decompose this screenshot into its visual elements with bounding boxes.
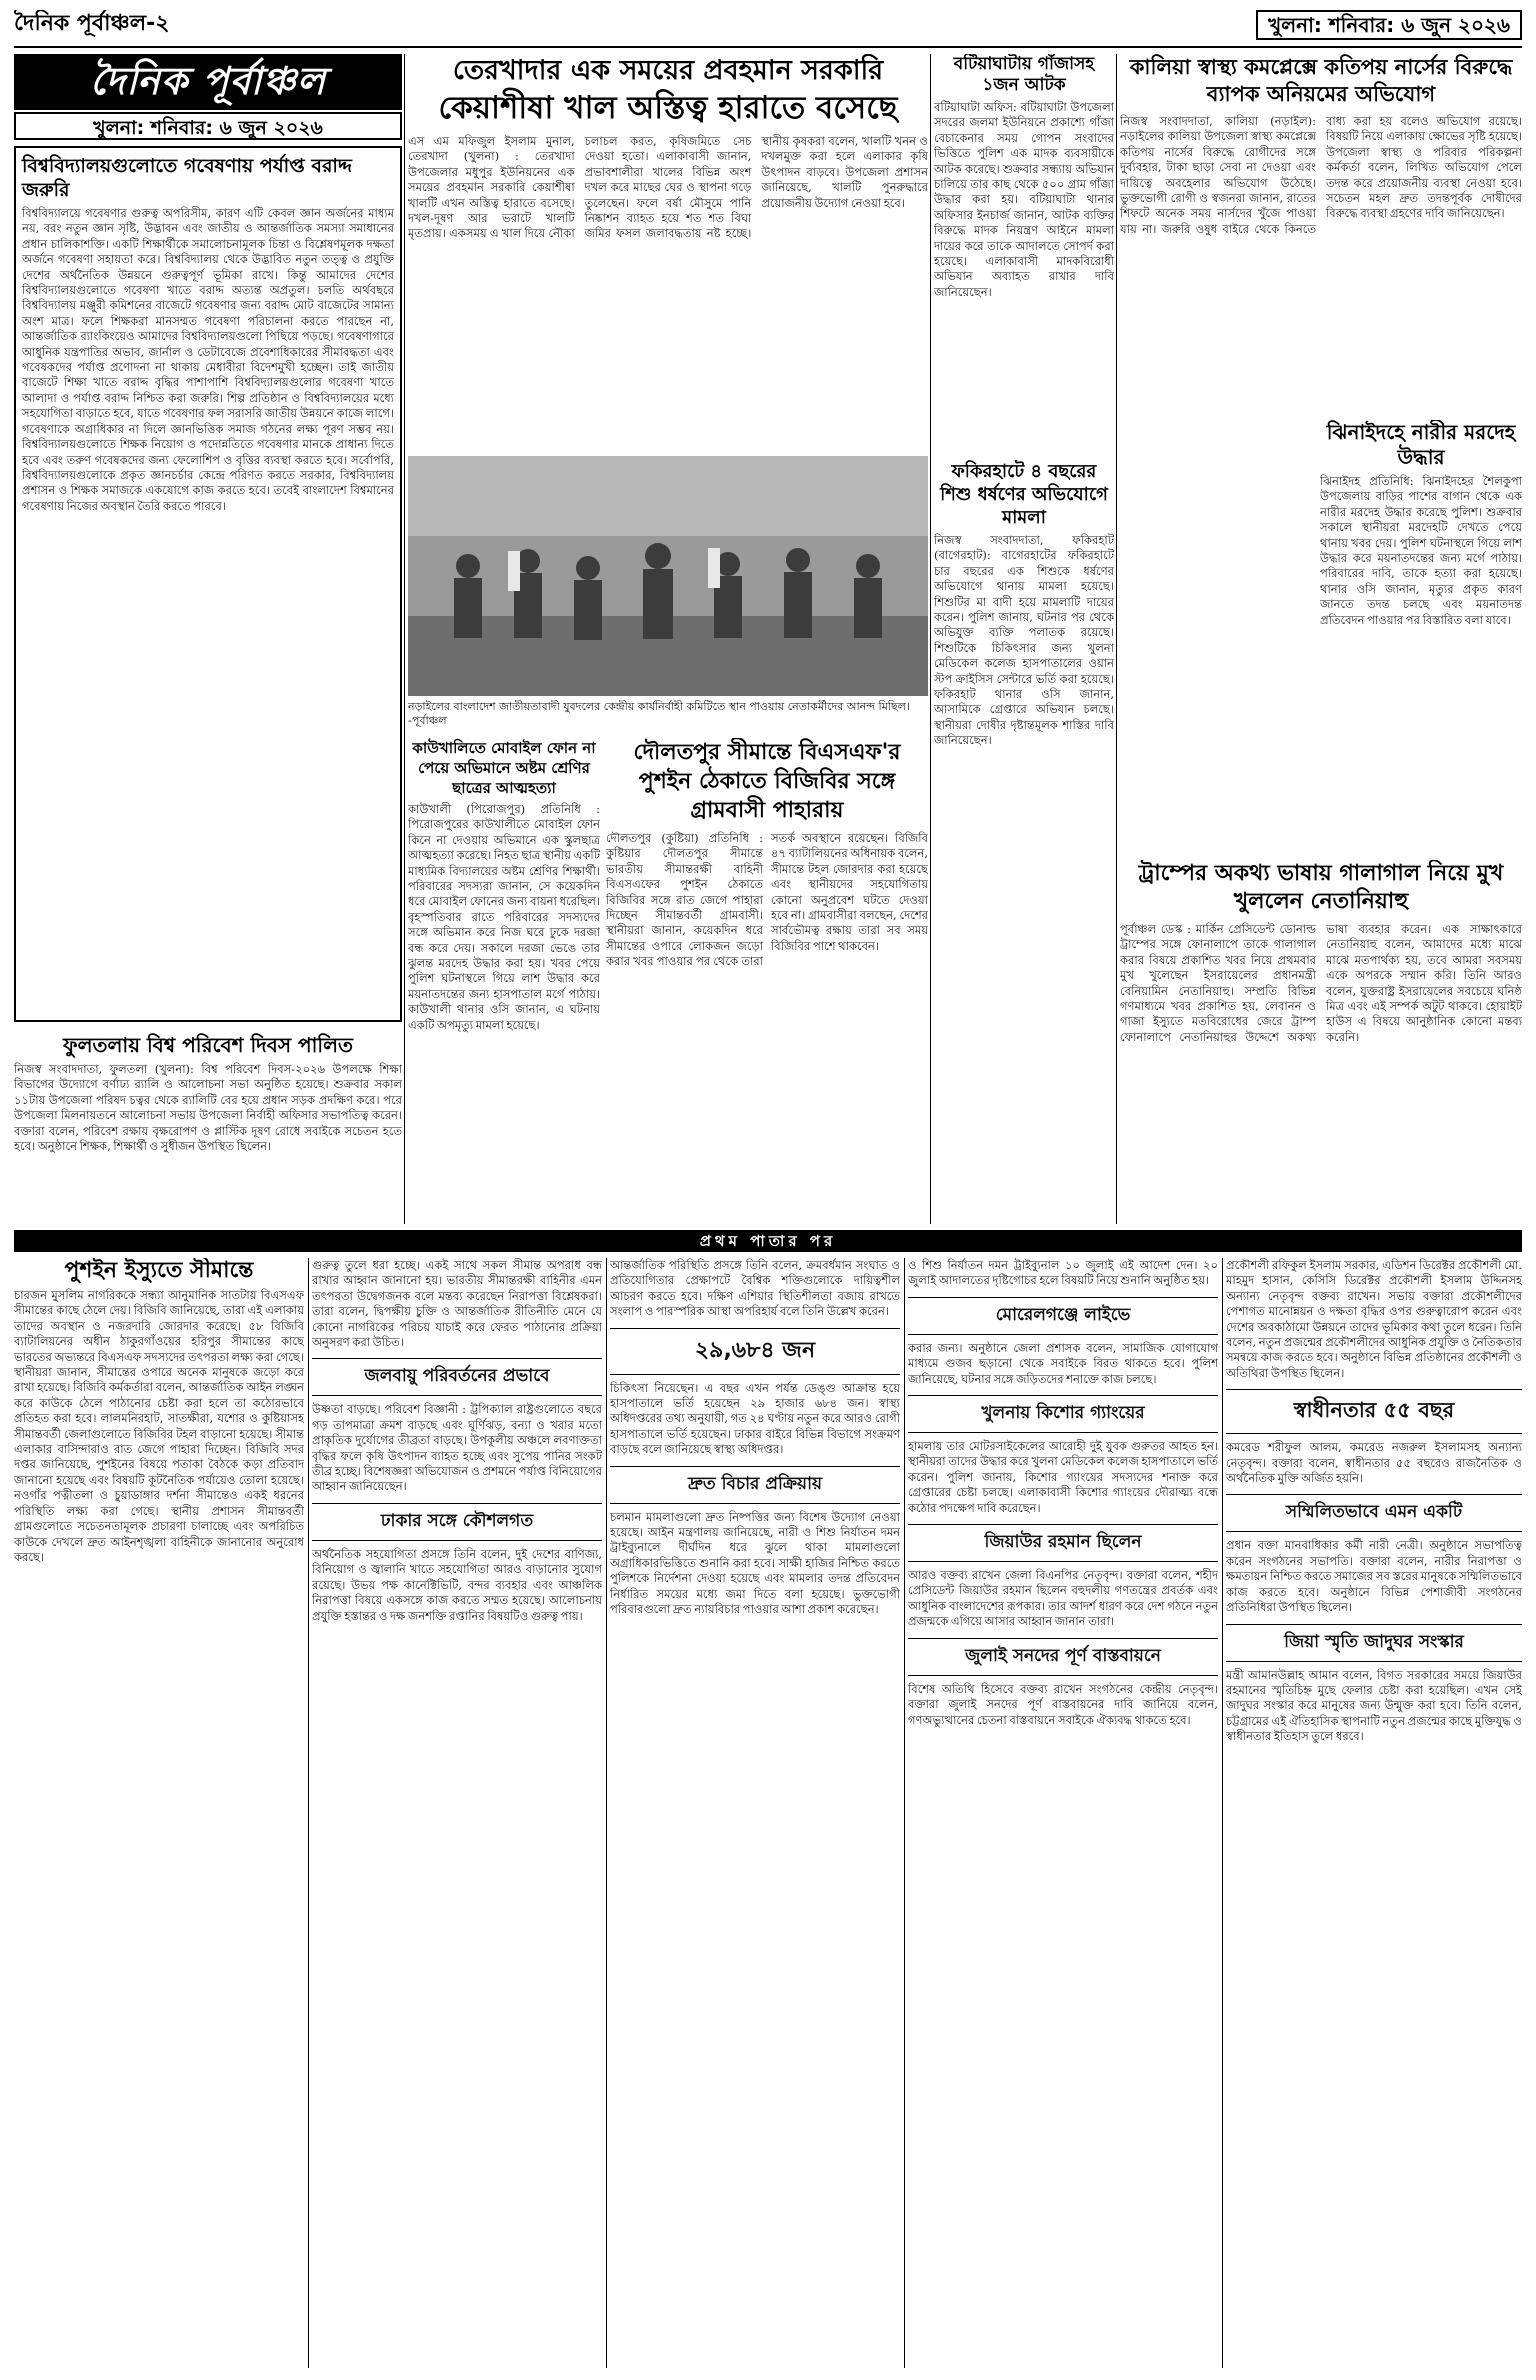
col4-articles [908, 1258, 1218, 2368]
dengue-body: চিকিৎসা নিয়েছেন। এ বছর এখন পর্যন্ত ডেঙ্গু আক্রান্ত হয়ে হাসপাতালে ভর্তি হয়েছেন ২৯ হাজার ৬৮৪ জন। স্বাস্থ্য অধিদপ্তরের তথ্য অনুযায়ী, গত ২৪ ঘণ্টায় নতুন করে আরও রোগী হাসপাতালে ভর্তি হয়েছেন। ঢাকার বাইরে বিভিন্ন বিভাগে সংক্রমণ বাড়ছে বলে জানিয়েছে স্বাস্থ্য অধিদপ্তর। [610, 1380, 900, 1457]
kaliya-body: নিজস্ব সংবাদদাতা, কালিয়া (নড়াইল): নড়াইলের কালিয়া উপজেলা স্বাস্থ্য কমপ্লেক্সে কতিপয় নার্সের বিরুদ্ধে রোগীদের সঙ্গে দুর্ব্যবহার, টাকা ছাড়া সেবা না দেওয়া এবং দায়িত্বে অবহেলার অভিযোগ উঠেছে। ভুক্তভোগী রোগী ও স্বজনরা জানান, রাতের শিফটে অনেক সময় নার্সদের খুঁজে পাওয়া যায় না। জরুরি ওষুধ বাইরে থেকে কিনতে বাধ্য করা হয় বলেও অভিযোগ রয়েছে। বিষয়টি নিয়ে এলাকায় ক্ষোভের সৃষ্টি হয়েছে। উপজেলা স্বাস্থ্য ও পরিবার পরিকল্পনা কর্মকর্তা বলেন, লিখিত অভিযোগ পেলে তদন্ত করে প্রয়োজনীয় ব্যবস্থা নেওয়া হবে। সচেতন মহল দ্রুত তদন্তপূর্বক দোষীদের বিরুদ্ধে ব্যবস্থা গ্রহণের দাবি জানিয়েছেন। [1120, 114, 1522, 236]
jointly-subhead: সম্মিলিতভাবে এমন একটি [1226, 1494, 1522, 1532]
paper-name-label: দৈনিক পূর্বাঞ্চল-২ [14, 11, 170, 36]
border-body: দৌলতপুর (কুষ্টিয়া) প্রতিনিধি : কুষ্টিয়ার দৌলতপুর সীমান্তে ভারতীয় সীমান্তরক্ষী বাহিনী বিএসএফের পুশইন ঠেকাতে বিজিবির সঙ্গে রাত জেগে পাহারা দিচ্ছেন সীমান্তবর্তী গ্রামবাসী। স্থানীয়রা জানান, কয়েকদিন ধরে সীমান্তের ওপারে লোকজন জড়ো করার খবর পাওয়ার পর থেকে তারা সতর্ক অবস্থানে রয়েছেন। বিজিবি ৪৭ ব্যাটালিয়নের অধিনায়ক বলেন, সীমান্তে টহল জোরদার করা হয়েছে এবং স্থানীয়দের সহযোগিতায় কোনো অনুপ্রবেশ ঘটতে দেওয়া হবে না। গ্রামবাসীরা বলছেন, দেশের সার্বভৌমত্ব রক্ষায় তারা সব সময় বিজিবির পাশে থাকবেন। [606, 831, 928, 969]
col3-articles [610, 1258, 900, 2368]
col5-articles [1226, 1258, 1522, 2368]
dhaka-body: অর্থনৈতিক সহযোগিতা প্রসঙ্গে তিনি বলেন, দুই দেশের বাণিজ্য, বিনিয়োগ ও জ্বালানি খাতে সহযোগিতা আরও বাড়ানোর সুযোগ রয়েছে। উভয় পক্ষ কানেক্টিভিটি, বন্দর ব্যবহার এবং আঞ্চলিক নিরাপত্তা বিষয়ে একসঙ্গে কাজ করতে সম্মত হয়েছে। আলোচনায় প্রযুক্তি হস্তান্তর ও দক্ষ জনশক্তি রপ্তানির বিষয়টিও গুরুত্ব পায়। [312, 1546, 602, 1623]
museum-subhead: জিয়া স্মৃতি জাদুঘর সংস্কার [1226, 1624, 1522, 1662]
trump-article [1120, 860, 1522, 1224]
gang-body: হামলায় তার মোটরসাইকেলের আরোহী দুই যুবক গুরুতর আহত হন। স্থানীয়রা তাদের উদ্ধার করে খুলনা মেডিকেল কলেজ হাসপাতালে ভর্তি করেন। পুলিশ জানায়, কিশোর গ্যাংয়ের সদস্যদের শনাক্ত করে গ্রেপ্তারের চেষ্টা চলছে। এলাকাবাসী কিশোর গ্যাংয়ের দৌরাত্ম্য বন্ধে কঠোর পদক্ষেপ দাবি করেছেন। [908, 1439, 1218, 1515]
continued-banner [14, 1230, 1522, 1252]
env-day-headline: ফুলতলায় বিশ্ব পরিবেশ দিবস পালিত [62, 1033, 353, 1057]
trump-body: পূর্বাঞ্চল ডেস্ক : মার্কিন প্রেসিডেন্ট ডোনাল্ড ট্রাম্পের সঙ্গে ফোনালাপে তাকে গালাগাল করার বিষয়ে প্রকাশিত খবর নিয়ে প্রথমবার মুখ খুলেছেন ইসরায়েলের প্রধানমন্ত্রী বেনিয়ামিন নেতানিয়াহু। সম্প্রতি বিভিন্ন গণমাধ্যমে খবর প্রকাশিত হয়, লেবানন ও গাজা ইস্যুতে মতবিরোধের জেরে ট্রাম্প ফোনালাপে নেতানিয়াহুর উদ্দেশে অকথ্য ভাষা ব্যবহার করেন। এক সাক্ষাৎকারে নেতানিয়াহু বলেন, আমাদের মধ্যে মাঝে মাঝে মতপার্থক্য হয়, তবে আমরা সবসময় একে অপরকে সম্মান করি। তিনি আরও বলেন, যুক্তরাষ্ট্র ইসরায়েলের সবচেয়ে ঘনিষ্ঠ মিত্র এবং এই সম্পর্ক অটুট থাকবে। হোয়াইট হাউস এ বিষয়ে আনুষ্ঠানিক কোনো মন্তব্য করেনি। [1120, 922, 1522, 1044]
jhenaidah-headline: ঝিনাইদহে নারীর মরদেহ উদ্ধার [1326, 420, 1516, 469]
jhenaidah-article [1320, 420, 1522, 840]
env-day-body: নিজস্ব সংবাদদাতা, ফুলতলা (খুলনা): বিশ্ব পরিবেশ দিবস-২০২৬ উপলক্ষে শিক্ষা বিভাগের উদ্যোগে বর্ণাঢ্য র‍্যালি ও আলোচনা সভা অনুষ্ঠিত হয়েছে। শুক্রবার সকাল ১১টায় উপজেলা পরিষদ চত্বর থেকে র‍্যালিটি বের হয়ে প্রধান সড়ক প্রদক্ষিণ করে। পরে উপজেলা মিলনায়তনে আলোচনা সভায় উপজেলা নির্বাহী অফিসার সভাপতিত্ব করেন। বক্তারা বলেন, পরিবেশ রক্ষায় বৃক্ষরোপণ ও প্লাস্টিক দূষণ রোধে সবাইকে সচেতন হতে হবে। অনুষ্ঠানে শিক্ষক, শিক্ষার্থী ও সুধীজন উপস্থিত ছিলেন। [14, 1062, 402, 1154]
museum-body: মন্ত্রী আমানউল্লাহ আমান বলেন, বিগত সরকারের সময়ে জিয়াউর রহমানের স্মৃতিচিহ্ন মুছে ফেলার চেষ্টা করা হয়েছিল। এখন সেই জাদুঘর সংস্কার করে মানুষের জন্য উন্মুক্ত করা হবে। তিনি বলেন, চট্টগ্রামের এই ঐতিহাসিক স্থাপনাটি নতুন প্রজন্মের কাছে মুক্তিযুদ্ধ ও স্বাধীনতার ইতিহাস তুলে ধরবে। [1226, 1667, 1522, 1744]
logo-text: দৈনিক পূর্বাঞ্চল [89, 59, 327, 103]
kaliya-headline: কালিয়া স্বাস্থ্য কমপ্লেক্সে কতিপয় নার্সের বিরুদ্ধে ব্যাপক অনিয়মের অভিযোগ [1129, 55, 1513, 106]
trump-headline: ট্রাম্পের অকথ্য ভাষায় গালাগাল নিয়ে মুখ খুললেন নেতানিয়াহু [1138, 861, 1504, 914]
mobile-body: কাউখালী (পিরোজপুর) প্রতিনিধি : পিরোজপুরের কাউখালীতে মোবাইল ফোন কিনে না দেওয়ায় অভিমানে এক স্কুলছাত্র আত্মহত্যা করেছে। নিহত ছাত্র স্থানীয় একটি মাধ্যমিক বিদ্যালয়ের অষ্টম শ্রেণির শিক্ষার্থী। পরিবারের সদস্যরা জানান, সে কয়েকদিন ধরে মোবাইল ফোনের জন্য বায়না ধরেছিল। বৃহস্পতিবার রাতে পরিবারের সদস্যদের সঙ্গে অভিমান করে নিজ ঘরে ঢুকে দরজা বন্ধ করে দেয়। সকালে দরজা ভেঙে তার ঝুলন্ত মরদেহ উদ্ধার করা হয়। খবর পেয়ে পুলিশ ঘটনাস্থলে গিয়ে লাশ উদ্ধার করে ময়নাতদন্তের জন্য হাসপাতাল মর্গে পাঠায়। কাউখালী থানার ওসি জানান, এ ঘটনায় একটি অপমৃত্যু মামলা হয়েছে। [408, 802, 600, 1032]
fakirhat-headline: ফকিরহাটে ৪ বছরের শিশু ধর্ষণের অভিযোগে মামলা [940, 461, 1108, 528]
independence-subhead: স্বাধীনতার ৫৫ বছর [1226, 1389, 1522, 1434]
morrelganj-subhead: মোরেলগঞ্জে লাইভে [908, 1297, 1218, 1335]
dhaka-subhead: ঢাকার সঙ্গে কৌশলগত [312, 1503, 602, 1541]
education-article [14, 146, 402, 1022]
lead-headline-line2: কেয়াশীষা খাল অস্তিত্ব হারাতে বসেছে [438, 90, 898, 126]
education-headline: বিশ্ববিদ্যালয়গুলোতে গবেষণায় পর্যাপ্ত বরাদ্দ জরুরি [22, 155, 352, 201]
education-body: বিশ্ববিদ্যালয়ে গবেষণার গুরুত্ব অপরিসীম, কারণ এটি কেবল জ্ঞান অর্জনের মাধ্যম নয়, বরং নতুন জ্ঞান সৃষ্টি, উদ্ভাবন এবং জাতীয় ও আন্তর্জাতিক সমস্যা সমাধানের প্রধান চালিকাশক্তি। একটি শিক্ষার্থীকে সমালোচনামূলক চিন্তা ও বিশ্লেষণমূলক দক্ষতা অর্জনে গবেষণা সহায়তা করে। বিশ্ববিদ্যালয় থেকে উদ্ভাবিত নতুন তত্ত্ব ও প্রযুক্তি দেশের অর্থনৈতিক উন্নয়নে গুরুত্বপূর্ণ ভূমিকা রাখে। কিন্তু আমাদের দেশের বিশ্ববিদ্যালয়গুলোতে গবেষণা খাতে বরাদ্দ অত্যন্ত অপ্রতুল। চলতি অর্থবছরে বিশ্ববিদ্যালয় মঞ্জুরী কমিশনের বাজেটে গবেষণার জন্য বরাদ্দ মোট বাজেটের সামান্য অংশ মাত্র। ফলে শিক্ষকরা মানসম্মত গবেষণা পরিচালনা করতে পারছেন না, আন্তর্জাতিক র‍্যাংকিংয়েও আমাদের বিশ্ববিদ্যালয়গুলো পিছিয়ে পড়ছে। গবেষণাগারে আধুনিক যন্ত্রপাতির অভাব, জার্নাল ও ডেটাবেজে প্রবেশাধিকারের সীমাবদ্ধতা এবং গবেষকদের পর্যাপ্ত প্রণোদনা না থাকায় মেধাবীরা বিদেশমুখী হচ্ছেন। তাই জাতীয় বাজেটে শিক্ষা খাতে বরাদ্দ বৃদ্ধির পাশাপাশি বিশ্ববিদ্যালয়গুলোর গবেষণা খাতে আলাদা ও পর্যাপ্ত বরাদ্দ নিশ্চিত করা জরুরি। শিল্প প্রতিষ্ঠান ও বিশ্ববিদ্যালয়ের মধ্যে সহযোগিতা বাড়াতে হবে, যাতে গবেষণার ফল সরাসরি জাতীয় উন্নয়নে কাজে লাগে। গবেষণাকে অগ্রাধিকার না দিলে জ্ঞানভিত্তিক সমাজ গঠনের লক্ষ্য পূরণ সম্ভব নয়। বিশ্ববিদ্যালয়গুলোতে শিক্ষক নিয়োগ ও পদোন্নতিতে গবেষণার মানকে প্রাধান্য দিতে হবে এবং তরুণ গবেষকদের জন্য ফেলোশিপ ও বৃত্তির ব্যবস্থা করতে হবে। সর্বোপরি, বিশ্ববিদ্যালয়গুলোকে প্রকৃত জ্ঞানচর্চার কেন্দ্রে পরিণত করতে সরকার, বিশ্ববিদ্যালয় প্রশাসন ও শিক্ষক সমাজকে একযোগে কাজ করতে হবে। তবেই বাংলাদেশ বিশ্বমানের গবেষণায় নিজের অবস্থান তৈরি করতে পারবে। [22, 206, 394, 513]
col2-articles [312, 1258, 602, 2368]
fakirhat-body: নিজস্ব সংবাদদাতা, ফকিরহাট (বাগেরহাট): বাগেরহাটের ফকিরহাটে চার বছরের এক শিশুকে ধর্ষণের অভিযোগে থানায় মামলা হয়েছে। শিশুটির মা বাদী হয়ে মামলাটি দায়ের করেন। পুলিশ জানায়, ঘটনার পর থেকে অভিযুক্ত ব্যক্তি পলাতক রয়েছে। শিশুটিকে চিকিৎসার জন্য খুলনা মেডিকেল কলেজ হাসপাতালের ওয়ান স্টপ ক্রাইসিস সেন্টারে ভর্তি করা হয়েছে। ফকিরহাট থানার ওসি জানান, আসামিকে গ্রেপ্তারে অভিযান চলছে। স্থানীয়রা দোষীর দৃষ্টান্তমূলক শাস্তির দাবি জানিয়েছেন। [934, 533, 1114, 748]
pushin-body: চারজন মুসলিম নাগরিককে সন্ধ্যা আনুমানিক সাতটায় বিএসএফ সীমান্তের কাছে ঠেলে দেয়। বিজিবি জানিয়েছে, তারা এই এলাকায় তাদের অবস্থান ও নজরদারি জোরদার করেছে। ৫৮ বিজিবি ব্যাটালিয়নের অধীন ঠাকুরগাঁওয়ের হরিপুর সীমান্তের কাছে ভারতের অভ্যন্তরে বিএসএফ সদস্যদের তৎপরতা লক্ষ্য করা গেছে। স্থানীয়রা জানান, সীমান্তের ওপারে অনেক মানুষকে জড়ো করে রাখা হয়েছে। বিজিবি কর্মকর্তারা বলেন, আন্তর্জাতিক আইন লঙ্ঘন করে কাউকে ঠেলে পাঠানোর চেষ্টা করা হলে তা কঠোরভাবে প্রতিহত করা হবে। লালমনিরহাট, সাতক্ষীরা, যশোর ও কুষ্টিয়াসহ সীমান্তবর্তী জেলাগুলোতে বিজিবির টহল বাড়ানো হয়েছে। সীমান্ত এলাকার বাসিন্দারাও রাত জেগে পাহারা দিচ্ছেন। বিজিবি সদর দপ্তর জানিয়েছে, পুশইনের বিষয়ে পতাকা বৈঠকে কড়া প্রতিবাদ জানানো হয়েছে এবং বিষয়টি কূটনৈতিক পর্যায়েও তোলা হয়েছে। নওগাঁর পত্নীতলা ও চুয়াডাঙ্গার দর্শনা সীমান্তেও একই ধরনের পরিস্থিতি লক্ষ্য করা গেছে। স্থানীয় প্রশাসন সীমান্তবর্তী গ্রামগুলোতে সচেতনতামূলক প্রচারণা চালাচ্ছে এবং অপরিচিত কাউকে দেখলে দ্রুত আইনশৃঙ্খলা বাহিনীকে জানানোর অনুরোধ করছে। [14, 1288, 304, 1564]
climate-body: উষ্ণতা বাড়ছে। পরিবেশ বিজ্ঞানী : ট্রপিক্যাল রাষ্ট্রগুলোতে বছরে গড় তাপমাত্রা ক্রমশ বাড়ছে এবং ঘূর্ণিঝড়, বন্যা ও খরার মতো প্রাকৃতিক দুর্যোগের তীব্রতা বাড়ছে। উপকূলীয় অঞ্চলে লবণাক্ততা বৃদ্ধির ফলে কৃষি উৎপাদন ব্যাহত হচ্ছে এবং সুপেয় পানির সংকট তীব্র হচ্ছে। বিশেষজ্ঞরা অভিযোজন ও প্রশমনে পর্যাপ্ত বিনিয়োগের আহ্বান জানিয়েছেন। [312, 1402, 602, 1494]
gang-subhead: খুলনায় কিশোর গ্যাংয়ের [908, 1395, 1218, 1433]
mobile-headline: কাউখালিতে মোবাইল ফোন না পেয়ে অভিমানে অষ্টম শ্রেণির ছাত্রের আত্মহত্যা [412, 739, 596, 797]
jhenaidah-body: ঝিনাইদহ প্রতিনিধি: ঝিনাইদহের শৈলকুপা উপজেলায় বাড়ির পাশের বাগান থেকে এক নারীর মরদেহ উদ্ধার করেছে পুলিশ। শুক্রবার সকালে স্থানীয়রা মরদেহটি দেখতে পেয়ে থানায় খবর দেয়। পুলিশ ঘটনাস্থলে গিয়ে লাশ উদ্ধার করে ময়নাতদন্তের জন্য মর্গে পাঠায়। পরিবারের দাবি, তাকে হত্যা করা হয়েছে। থানার ওসি জানান, মৃত্যুর প্রকৃত কারণ জানতে তদন্ত চলছে এবং ময়নাতদন্ত প্রতিবেদন পাওয়ার পর বিস্তারিত বলা যাবে। [1320, 474, 1522, 627]
dengue-subhead: ২৯,৬৮৪ জন [610, 1328, 900, 1375]
mobile-article [408, 738, 600, 1038]
july-body: বিশেষ অতিথি হিসেবে বক্তব্য রাখেন সংগঠনের কেন্দ্রীয় নেতৃবৃন্দ। বক্তারা জুলাই সনদের পূর্ণ বাস্তবায়নের দাবি জানিয়ে বলেন, গণঅভ্যুত্থানের চেতনা বাস্তবায়নে সবাইকে ঐক্যবদ্ধ থাকতে হবে। [908, 1681, 1218, 1727]
pushin-article [14, 1258, 304, 2368]
page-header [14, 10, 1522, 44]
ganja-headline: বটিয়াঘাটায় গাঁজাসহ ১জন আটক [953, 54, 1095, 95]
climate-subhead: জলবায়ু পরিবর্তনের প্রভাবে [312, 1358, 602, 1396]
mobile-body-continued [408, 1040, 600, 1220]
header-date-box: খুলনা: শনিবার: ৬ জুন ২০২৬ [1256, 10, 1522, 40]
ganja-body: বটিয়াঘাটা অফিস: বটিয়াঘাটা উপজেলা সদরের জলমা ইউনিয়নে প্রকাশ্যে গাঁজা বেচাকেনার সময় গোপন সংবাদের ভিত্তিতে পুলিশ এক মাদক ব্যবসায়ীকে আটক করেছে। শুক্রবার সন্ধ্যায় অভিযান চালিয়ে তার কাছ থেকে ৫০০ গ্রাম গাঁজা উদ্ধার করা হয়। বটিয়াঘাটা থানার অফিসার ইনচার্জ জানান, আটক ব্যক্তির বিরুদ্ধে মাদক নিয়ন্ত্রণ আইনে মামলা দায়ের করে তাকে আদালতে সোপর্দ করা হয়েছে। এলাকাবাসী মাদকবিরোধী অভিযান অব্যাহত রাখার দাবি জানিয়েছেন। [934, 100, 1114, 299]
col2-body: গুরুত্ব তুলে ধরা হচ্ছে। একই সাথে সকল সীমান্ত অপরাধ বন্ধ রাখার আহ্বান জানানো হয়। ভারতীয় সীমান্তরক্ষী বাহিনীর এমন তৎপরতা উদ্বেগজনক বলে মন্তব্য করেছেন নিরাপত্তা বিশ্লেষকরা। তারা বলেন, দ্বিপক্ষীয় চুক্তি ও আন্তর্জাতিক রীতিনীতি মেনে যে কোনো নাগরিকের পরিচয় যাচাই করে ফেরত পাঠানোর প্রক্রিয়া অনুসরণ করা উচিত। [312, 1258, 602, 1350]
col4-body: ও শিশু নির্যাতন দমন ট্রাইব্যুনাল ১০ জুলাই এই আদেশ দেন। ২০ জুলাই আদালতের দৃষ্টিগোচর হলে বিষয়টি নিয়ে শুনানি অনুষ্ঠিত হয়। [908, 1258, 1218, 1288]
env-day-article [14, 1032, 402, 1222]
border-headline: দৌলতপুর সীমান্তে বিএসএফ'র পুশইন ঠেকাতে বিজিবির সঙ্গে গ্রামবাসী পাহারায় [633, 740, 901, 823]
masthead-logo [14, 54, 402, 110]
morrelganj-body: করার জন্য। অনুষ্ঠানে জেলা প্রশাসক বলেন, সামাজিক যোগাযোগ মাধ্যমে গুজব ছড়ানো থেকে সবাইকে বিরত থাকতে হবে। পুলিশ জানিয়েছে, ঘটনার সঙ্গে জড়িতদের শনাক্তে কাজ চলছে। [908, 1340, 1218, 1386]
ganja-article [934, 54, 1114, 454]
border-article [606, 738, 928, 1228]
fakirhat-article [934, 460, 1114, 1224]
zia-body: আরও বক্তব্য রাখেন জেলা বিএনপির নেতৃবৃন্দ। বক্তারা বলেন, শহীদ প্রেসিডেন্ট জিয়াউর রহমান ছিলেন বহুদলীয় গণতন্ত্রের প্রবর্তক এবং আধুনিক বাংলাদেশের রূপকার। তার আদর্শ ধারণ করে দেশ গঠনে নতুন প্রজন্মকে এগিয়ে আসার আহ্বান জানান তারা। [908, 1568, 1218, 1629]
jointly-body: প্রধান বক্তা মানবাধিকার কর্মী নারী নেত্রী। অনুষ্ঠানে সভাপতিত্ব করেন সংগঠনের সভাপতি। বক্তারা বলেন, নারীর নিরাপত্তা ও ক্ষমতায়ন নিশ্চিত করতে সমাজের সব স্তরের মানুষকে সম্মিলিতভাবে কাজ করতে হবে। অনুষ্ঠানে বিভিন্ন পেশাজীবী সংগঠনের প্রতিনিধিরা উপস্থিত ছিলেন। [1226, 1538, 1522, 1615]
zia-subhead: জিয়াউর রহমান ছিলেন [908, 1524, 1218, 1562]
col5-body: প্রকৌশলী রফিকুল ইসলাম সরকার, এডিশন ডিরেক্টর প্রকৌশলী মো. মাহমুদ হাসান, কেসিসি ডিরেক্টর প্রকৌশলী ইসলাম উদ্দিনসহ অন্যান্য নেতৃবৃন্দ বক্তব্য রাখেন। সভায় বক্তারা প্রকৌশলীদের পেশাগত মানোন্নয়ন ও দক্ষতা বৃদ্ধির ওপর গুরুত্বারোপ করেন এবং দেশের অবকাঠামো উন্নয়নে তাদের ভূমিকার কথা তুলে ধরেন। তিনি বলেন, নতুন প্রজন্মের প্রকৌশলীদের আধুনিক প্রযুক্তি ও নৈতিকতার সমন্বয়ে কাজ করতে হবে। অনুষ্ঠানে বিভিন্ন প্রতিষ্ঠানের প্রকৌশলী ও অতিথিরা উপস্থিত ছিলেন। [1226, 1258, 1522, 1380]
july-subhead: জুলাই সনদের পূর্ণ বাস্তবায়নে [908, 1638, 1218, 1676]
trial-subhead: দ্রুত বিচার প্রক্রিয়ায় [610, 1466, 900, 1504]
independence-body: কমরেড শরীফুল আলম, কমরেড নজরুল ইসলামসহ অন্যান্য নেতৃবৃন্দ। বক্তারা বলেন, স্বাধীনতার ৫৫ বছরেও রাজনৈতিক ও অর্থনৈতিক মুক্তি অর্জিত হয়নি। [1226, 1440, 1522, 1486]
continued-banner-label: প্রথম পাতার পর [699, 1232, 837, 1250]
pushin-headline: পুশইন ইস্যুতে সীমান্তে [64, 1258, 254, 1283]
rally-photo-caption: নড়াইলের বাংলাদেশ জাতীয়তাবাদী যুবদলের কেন্দ্রীয় কার্যনির্বাহী কমিটিতে স্থান পাওয়ায় নেতাকর্মীদের আনন্দ মিছিল। -পূর্বাঞ্চল [408, 700, 910, 727]
date-strip: খুলনা: শনিবার: ৬ জুন ২০২৬ [14, 112, 402, 140]
col3-body: আন্তর্জাতিক পরিস্থিতি প্রসঙ্গে তিনি বলেন, ক্রমবর্ধমান সংঘাত ও প্রতিযোগিতার প্রেক্ষাপটে বৈশ্বিক শক্তিগুলোকে দায়িত্বশীল আচরণ করতে হবে। দক্ষিণ এশিয়ার স্থিতিশীলতা বজায় রাখতে সংলাপ ও পারস্পরিক আস্থা অপরিহার্য বলে তিনি উল্লেখ করেন। [610, 1258, 900, 1319]
rally-photo [408, 456, 928, 696]
trial-body: চলমান মামলাগুলো দ্রুত নিষ্পত্তির জন্য বিশেষ উদ্যোগ নেওয়া হয়েছে। আইন মন্ত্রণালয় জানিয়েছে, নারী ও শিশু নির্যাতন দমন ট্রাইব্যুনালে দীর্ঘদিন ধরে ঝুলে থাকা মামলাগুলো অগ্রাধিকারভিত্তিতে শুনানি করা হবে। সাক্ষী হাজির নিশ্চিত করতে পুলিশকে নির্দেশনা দেওয়া হয়েছে এবং মামলার তদন্ত প্রতিবেদন নির্ধারিত সময়ের মধ্যে জমা দিতে বলা হয়েছে। ভুক্তভোগী পরিবারগুলো দ্রুত ন্যায়বিচার পাওয়ার আশা প্রকাশ করেছেন। [610, 1509, 900, 1617]
lead-headline-line1: তেরখাদার এক সময়ের প্রবহমান সরকারি [452, 55, 884, 86]
lead-body: এস এম মফিজুল ইসলাম মুনাল, তেরখাদা (খুলনা) : তেরখাদা উপজেলার মধুপুর ইউনিয়নের এক সময়ের প্রবহমান সরকারি কেয়াশীষা খালটি এখন অস্তিত্ব হারাতে বসেছে। দখল-দূষণ আর ভরাটে খালটি মৃতপ্রায়। একসময় এ খাল দিয়ে নৌকা চলাচল করত, কৃষিজমিতে সেচ দেওয়া হতো। এলাকাবাসী জানান, প্রভাবশালীরা খালের বিভিন্ন অংশ দখল করে মাছের ঘের ও স্থাপনা গড়ে তুলেছেন। ফলে বর্ষা মৌসুমে পানি নিষ্কাশন ব্যাহত হয়ে শত শত বিঘা জমির ফসল জলাবদ্ধতায় নষ্ট হচ্ছে। স্থানীয় কৃষকরা বলেন, খালটি খনন ও দখলমুক্ত করা হলে এলাকার কৃষি উৎপাদন বাড়বে। উপজেলা প্রশাসন জানিয়েছে, খালটি পুনরুদ্ধারে প্রয়োজনীয় উদ্যোগ নেওয়া হবে। [408, 134, 928, 241]
